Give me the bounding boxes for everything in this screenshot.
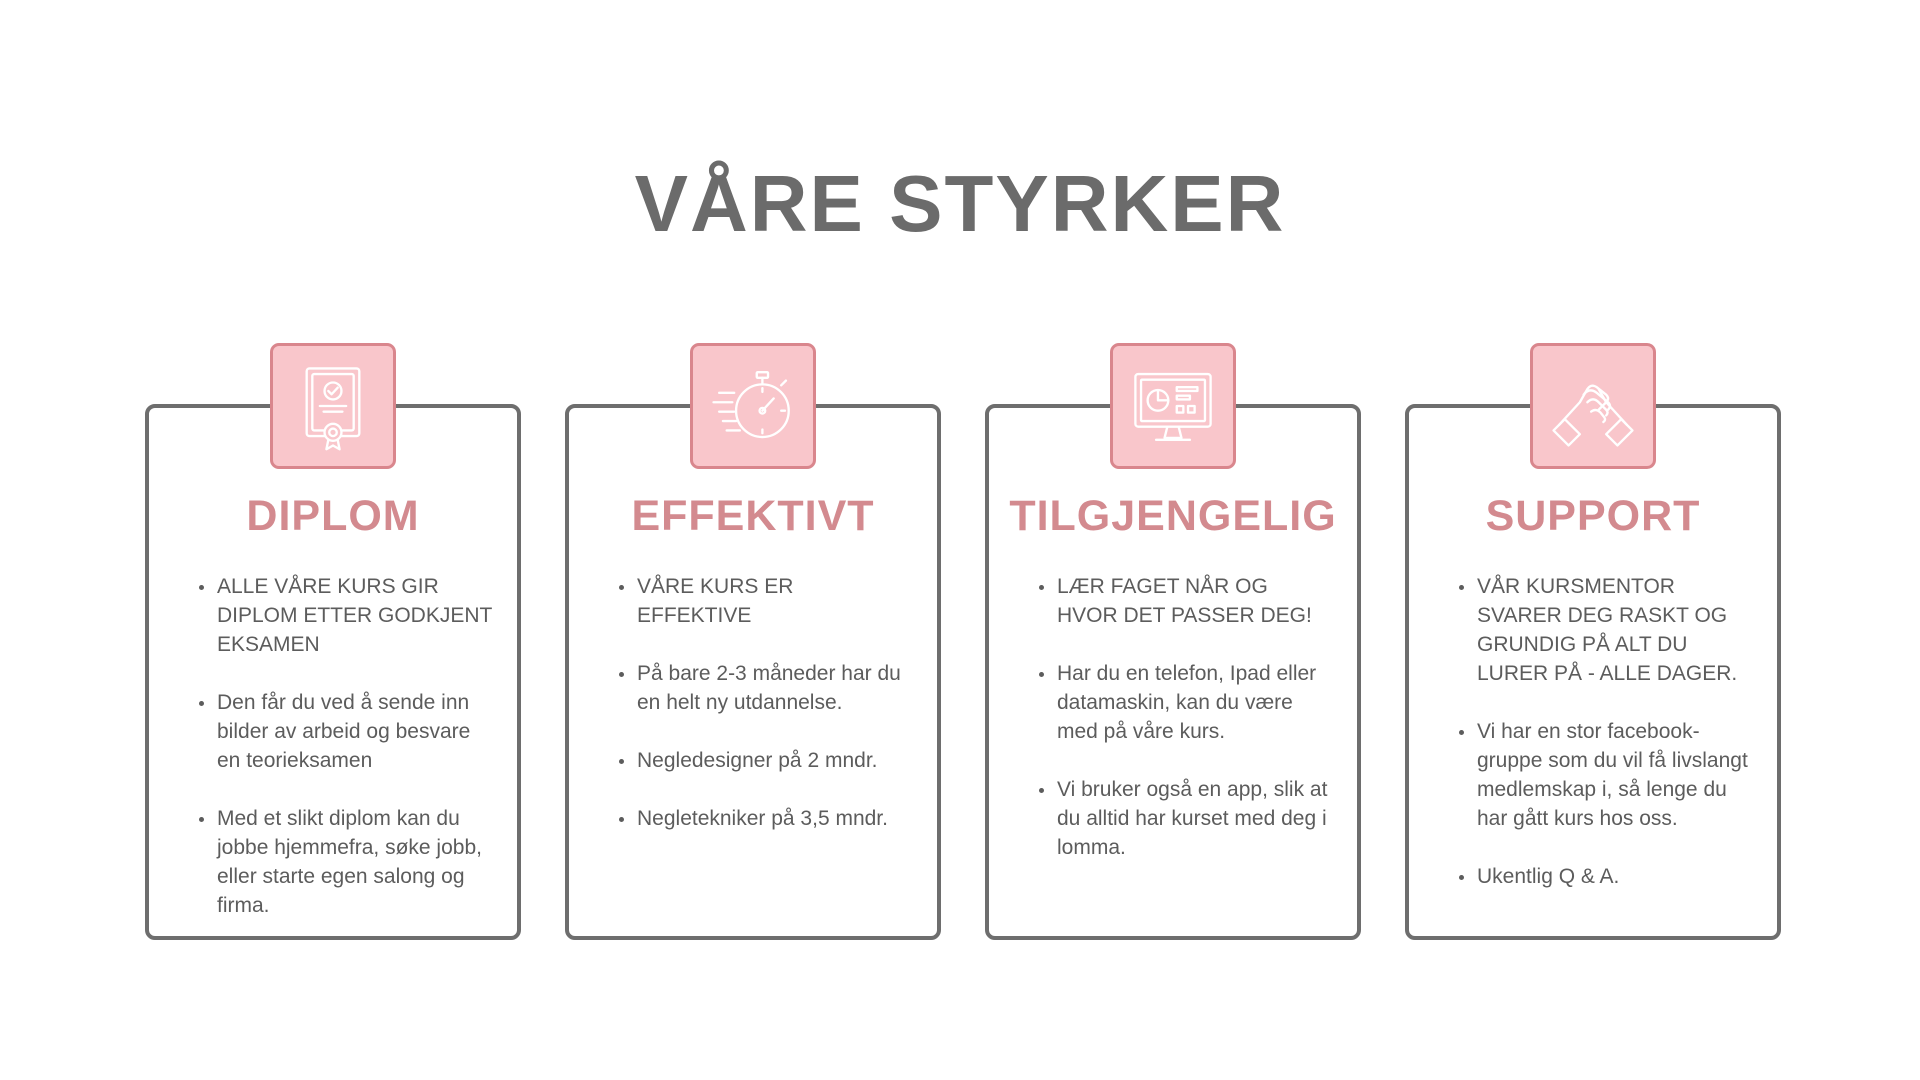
card-title: DIPLOM — [246, 492, 420, 540]
stopwatch-icon — [690, 343, 816, 469]
list-item: VÅR KURSMENTOR SVARER DEG RASKT OG GRUNDIG PÅ ALT DU LURER PÅ - ALLE DAGER. — [1459, 572, 1753, 688]
list-item: Ukentlig Q & A. — [1459, 862, 1753, 891]
list-item: Med et slikt diplom kan du jobbe hjemmefra, søke jobb, eller starte egen salong og firma. — [199, 804, 493, 920]
handshake-icon — [1530, 343, 1656, 469]
card-points — [1039, 572, 1333, 891]
list-item: Den får du ved å sende inn bilder av arbeid og besvare en teorieksamen — [199, 688, 493, 775]
card-title: SUPPORT — [1485, 492, 1701, 540]
monitor-dashboard-icon — [1110, 343, 1236, 469]
list-item: VÅRE KURS ER EFFEKTIVE — [619, 572, 913, 630]
list-item: Negledesigner på 2 mndr. — [619, 746, 913, 775]
card-title: EFFEKTIVT — [631, 492, 875, 540]
certificate-icon — [270, 343, 396, 469]
list-item: På bare 2-3 måneder har du en helt ny utdannelse. — [619, 659, 913, 717]
page-title: VÅRE STYRKER — [634, 159, 1286, 248]
card-tilgjengelig — [985, 404, 1361, 940]
list-item: Har du en telefon, Ipad eller datamaskin, kan du være med på våre kurs. — [1039, 659, 1333, 746]
card-support — [1405, 404, 1781, 940]
list-item: Vi har en stor facebook-gruppe som du vil få livslangt medlemskap i, så lenge du har gått kurs hos oss. — [1459, 717, 1753, 833]
card-effektivt — [565, 404, 941, 940]
list-item: Negletekniker på 3,5 mndr. — [619, 804, 913, 833]
card-points — [1459, 572, 1753, 920]
card-points — [199, 572, 493, 949]
card-diplom — [145, 404, 521, 940]
card-points — [619, 572, 913, 862]
card-title: TILGJENGELIG — [1009, 492, 1337, 540]
list-item: ALLE VÅRE KURS GIR DIPLOM ETTER GODKJENT EKSAMEN — [199, 572, 493, 659]
list-item: Vi bruker også en app, slik at du alltid har kurset med deg i lomma. — [1039, 775, 1333, 862]
list-item: LÆR FAGET NÅR OG HVOR DET PASSER DEG! — [1039, 572, 1333, 630]
